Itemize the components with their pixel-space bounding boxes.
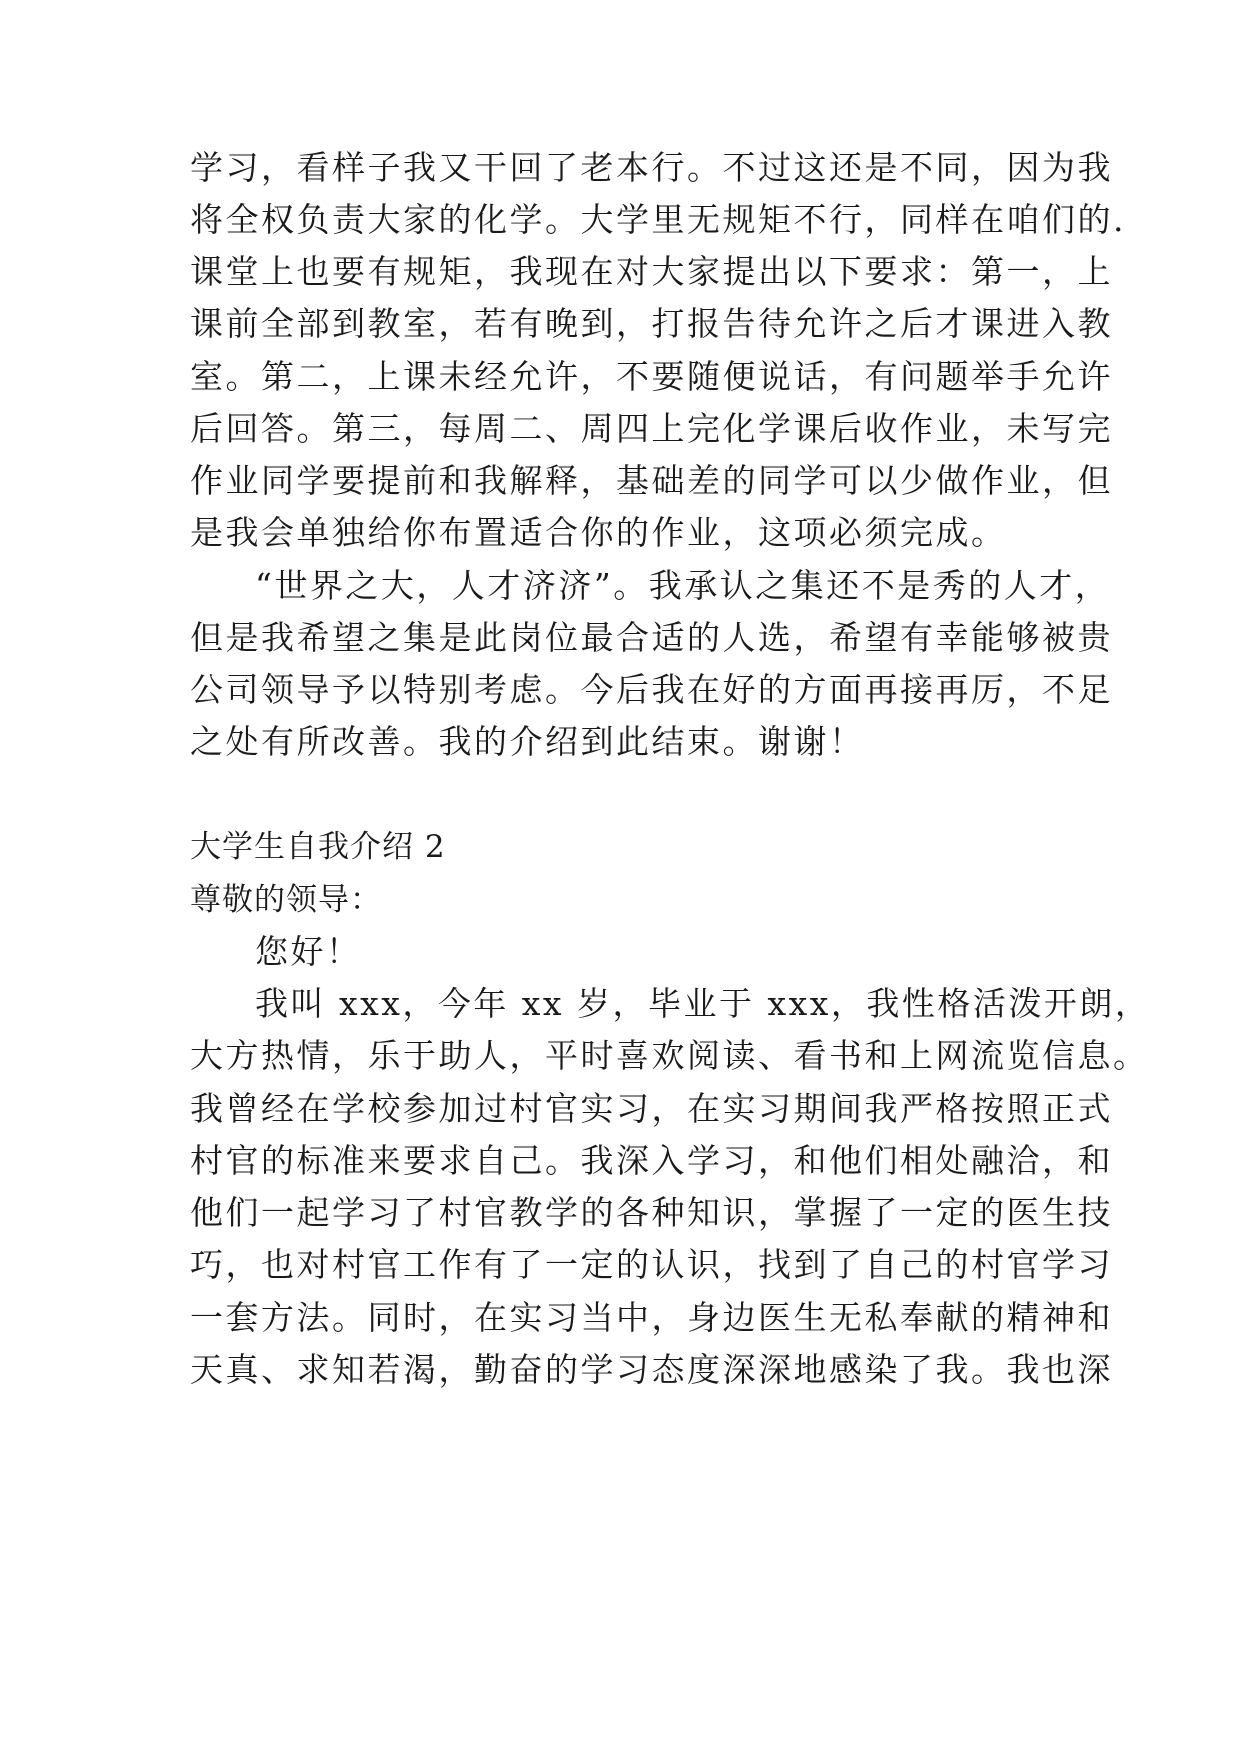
text-line: 他们一起学习了村官教学的各种知识，掌握了一定的医生技 <box>190 1193 1113 1232</box>
text-line: 之处有所改善。我的介绍到此结束。谢谢！ <box>190 722 865 761</box>
text-line: 后回答。第三，每周二、周四上完化学课后收作业，未写完 <box>190 409 1113 448</box>
text-line: 是我会单独给你布置适合你的作业，这项必须完成。 <box>190 513 1007 552</box>
text-line: 我叫 xxx，今年 xx 岁，毕业于 xxx，我性格活泼开朗， <box>255 984 1151 1023</box>
text-line: 学习，看样子我又干回了老本行。不过这还是不同，因为我 <box>190 148 1113 187</box>
text-line: 一套方法。同时，在实习当中，身边医生无私奉献的精神和 <box>190 1298 1113 1337</box>
text-line: 但是我希望之集是此岗位最合适的人选，希望有幸能够被贵 <box>190 618 1113 657</box>
text-line: 村官的标准来要求自己。我深入学习，和他们相处融洽，和 <box>190 1141 1113 1180</box>
salutation: 尊敬的领导： <box>190 882 382 918</box>
text-line: 作业同学要提前和我解释，基础差的同学可以少做作业，但 <box>190 461 1113 500</box>
text-line: 将全权负责大家的化学。大学里无规矩不行，同样在咱们的. <box>190 200 1126 239</box>
text-line: “世界之大，人才济济”。我承认之集还不是秀的人才， <box>255 566 1111 605</box>
section-title: 大学生自我介绍 2 <box>190 829 446 865</box>
text-line: 我曾经在学校参加过村官实习，在实习期间我严格按照正式 <box>190 1089 1113 1128</box>
text-line: 室。第二，上课未经允许，不要随便说话，有问题举手允许 <box>190 357 1113 396</box>
text-line: 课前全部到教室，若有晚到，打报告待允许之后才课进入教 <box>190 304 1113 343</box>
text-line: 公司领导予以特别考虑。今后我在好的方面再接再厉，不足 <box>190 670 1113 709</box>
text-line: 天真、求知若渴，勤奋的学习态度深深地感染了我。我也深 <box>190 1350 1113 1389</box>
text-line: 课堂上也要有规矩，我现在对大家提出以下要求：第一，上 <box>190 252 1113 291</box>
greeting: 您好！ <box>255 932 362 971</box>
text-line: 大方热情，乐于助人，平时喜欢阅读、看书和上网流览信息。 <box>190 1036 1149 1075</box>
text-line: 巧，也对村官工作有了一定的认识，找到了自己的村官学习 <box>190 1245 1113 1284</box>
